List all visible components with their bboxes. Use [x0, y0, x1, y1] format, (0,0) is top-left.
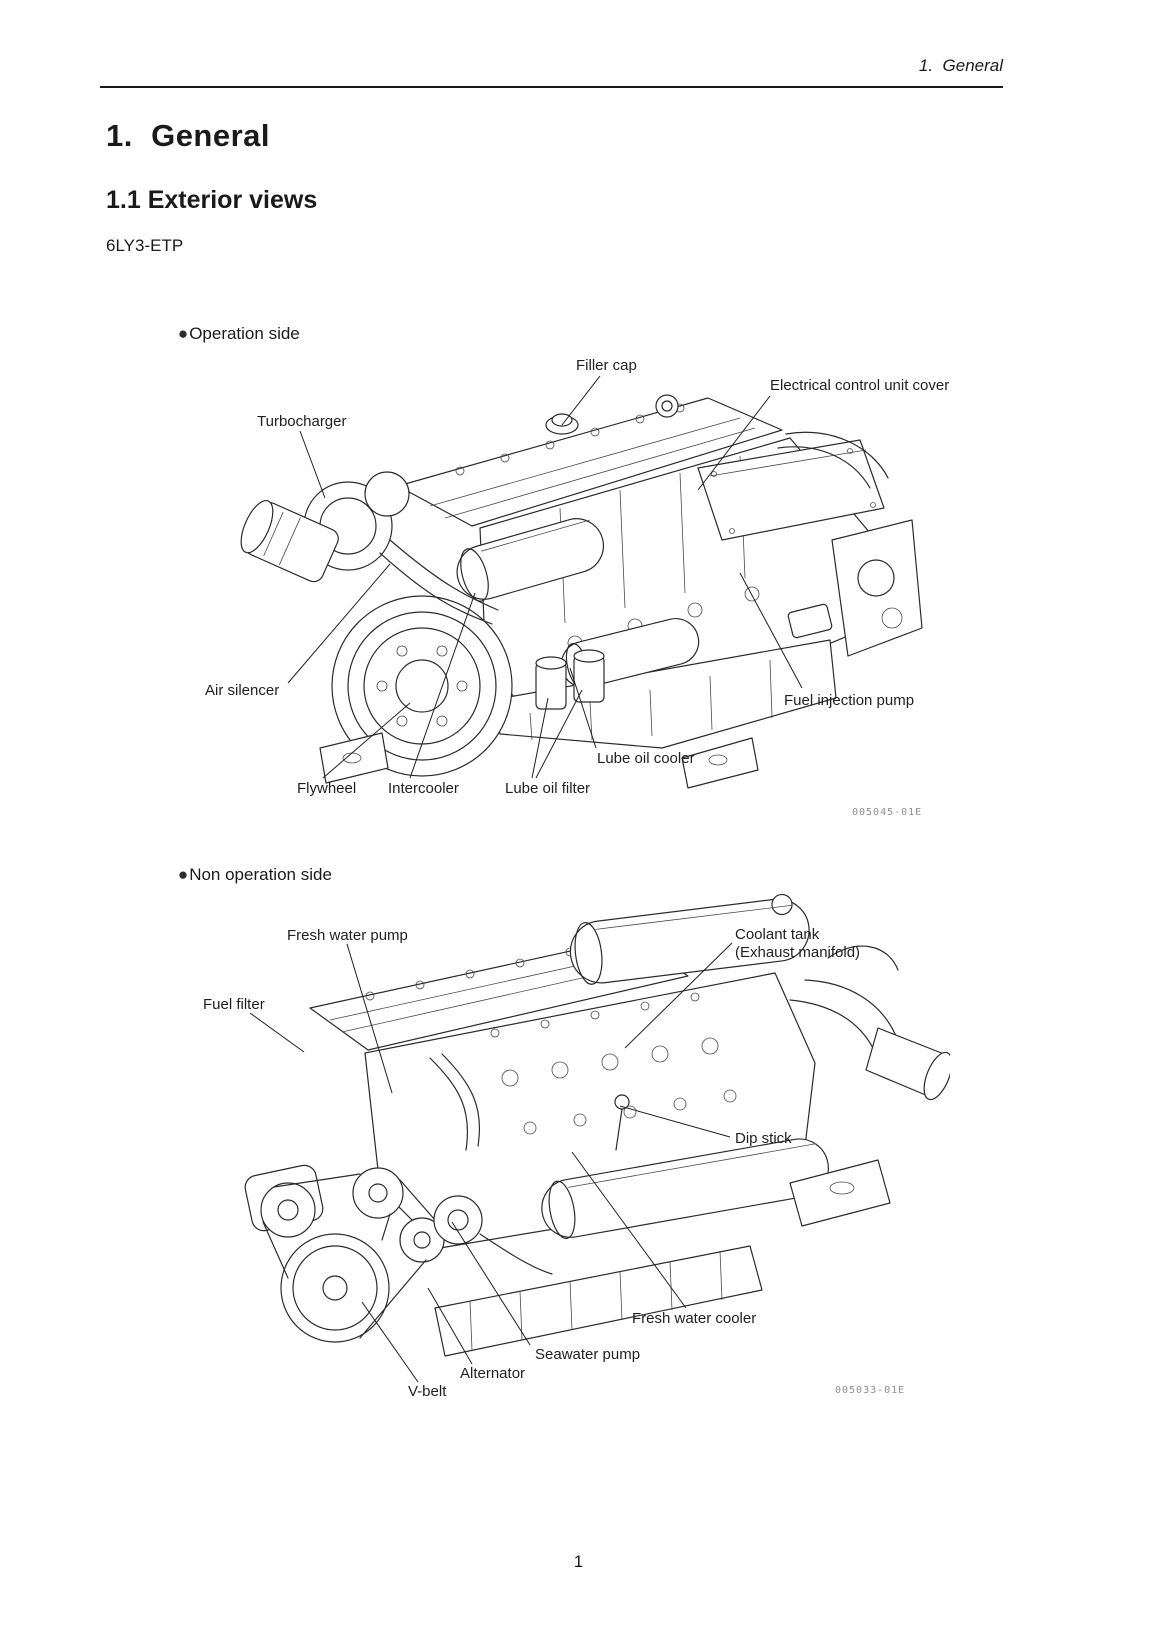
callout-seawater-pump: Seawater pump [535, 1346, 641, 1363]
callout-flywheel: Flywheel [297, 780, 357, 797]
engine-drawing-operation-side [230, 368, 960, 800]
bullet-icon: ● [177, 865, 189, 884]
figure2-title-text: Non operation side [189, 865, 332, 884]
engine-model-label: 6LY3-ETP [106, 236, 184, 255]
callout-coolant-tank [735, 926, 860, 962]
callout-dip-stick: Dip stick [735, 1130, 792, 1147]
figure1-title-text: Operation side [189, 324, 300, 343]
callout-electrical-control-unit-cover: Electrical control unit cover [770, 377, 950, 394]
section-heading: 1.1 Exterior views [106, 186, 318, 214]
chapter-title: 1. General [106, 118, 271, 153]
callout-turbocharger: Turbocharger [257, 413, 347, 430]
callout-lube-oil-cooler: Lube oil cooler [597, 750, 695, 767]
callout-coolant-tank-line2: (Exhaust manifold) [735, 944, 861, 961]
page-number: 1 [573, 1552, 584, 1571]
callout-fresh-water-cooler: Fresh water cooler [632, 1310, 757, 1327]
callout-lube-oil-filter: Lube oil filter [505, 780, 591, 797]
callout-fuel-injection-pump: Fuel injection pump [784, 692, 915, 709]
callout-coolant-tank-line1: Coolant tank [735, 926, 820, 943]
callout-v-belt: V-belt [408, 1383, 447, 1400]
engine-drawing-non-operation-side [230, 888, 950, 1400]
callout-intercooler: Intercooler [388, 780, 459, 797]
figure2-code: 005033-01E [835, 1385, 906, 1396]
callout-fuel-filter: Fuel filter [203, 996, 265, 1013]
figure1-section-title [159, 304, 300, 364]
figure1-code: 005045-01E [852, 807, 923, 818]
header-rule [100, 86, 1003, 88]
callout-alternator: Alternator [460, 1365, 526, 1382]
running-header: 1. General [918, 56, 1003, 75]
bullet-icon: ● [177, 324, 189, 343]
callout-fresh-water-pump: Fresh water pump [287, 927, 408, 944]
callout-filler-cap: Filler cap [576, 357, 637, 374]
callout-air-silencer: Air silencer [205, 682, 280, 699]
